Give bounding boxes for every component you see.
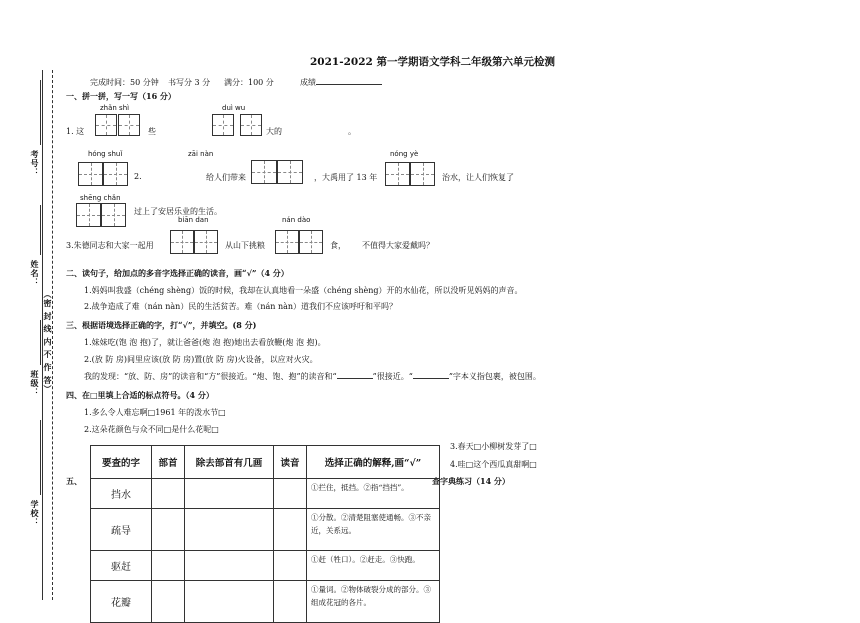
- answer-cell[interactable]: [274, 551, 307, 581]
- pinyin-duiwu: duì wu: [222, 104, 246, 112]
- kaohao-underline: [40, 80, 41, 145]
- col-header: 除去部首有几画: [185, 446, 274, 479]
- tian-box[interactable]: [78, 162, 103, 186]
- seal-text: （密 封 线 内 不 作 答）: [43, 290, 53, 394]
- banji-underline: [40, 320, 41, 365]
- word-cell: 疏导: [91, 509, 152, 551]
- tian-box[interactable]: [76, 203, 101, 227]
- tian-box[interactable]: [118, 114, 140, 136]
- s4-heading: 四、在□里填上合适的标点符号。（4 分）: [66, 390, 214, 400]
- answer-cell[interactable]: [274, 479, 307, 509]
- col-header: 读音: [274, 446, 307, 479]
- explanation-cell[interactable]: ①赶（牲口）。②赶走。③快跑。: [307, 551, 440, 581]
- s1-l4-a: 3.朱德同志和大家一起用: [66, 241, 154, 250]
- tian-box[interactable]: [240, 114, 262, 136]
- s3-line-2: 2.(放 防 房)间里应该(放 防 房)置(放 防 房)火设备，以应对火灾。: [84, 355, 318, 364]
- tian-box[interactable]: [299, 230, 323, 254]
- col-header: 部首: [152, 446, 185, 479]
- table-row: [91, 479, 440, 509]
- answer-cell[interactable]: [152, 479, 185, 509]
- s1-l2-a: 2.: [134, 172, 142, 181]
- s1-l1-b: 些: [148, 127, 156, 136]
- s5-side-title: 查字典练习（14 分）: [432, 476, 510, 486]
- s1-l2-c: ，大禹用了 13 年: [314, 173, 378, 182]
- xuexiao-label: 学校：: [30, 500, 40, 527]
- tian-box[interactable]: [212, 114, 234, 136]
- pinyin-zhanshi: zhǎn shì: [100, 104, 130, 112]
- kaohao-label: 考号：: [30, 150, 40, 177]
- tian-box[interactable]: [170, 230, 194, 254]
- s4-line-3: 3.春天□小柳树发芽了□: [450, 442, 537, 451]
- xuexiao-underline: [40, 420, 41, 495]
- s1-l2-d: 治水，让人们恢复了: [442, 173, 514, 182]
- explanation-cell[interactable]: ①分散。②清楚阻塞使通畅。③不亲近，关系远。: [307, 509, 440, 551]
- tian-box[interactable]: [95, 114, 117, 136]
- pinyin-hongshui: hóng shuǐ: [88, 150, 123, 158]
- s1-l1-d: 。: [348, 127, 356, 136]
- page-title: 2021-2022 第一学期语文学科二年级第六单元检测: [310, 56, 555, 68]
- answer-cell[interactable]: [185, 581, 274, 623]
- pinyin-shengchan: shēng chǎn: [80, 194, 121, 202]
- s1-l3: 过上了安居乐业的生活。: [134, 207, 222, 216]
- s2-line-1: 1.妈妈叫我盛（chéng shèng）饭的时候，我却在认真地看一朵盛（chéng shèng）开的水仙花，所以没听见妈妈的声音。: [84, 286, 523, 295]
- s1-l4-d: 不值得大家爱戴吗？: [362, 241, 434, 250]
- explanation-cell[interactable]: ①拦住，抵挡。②指“挡挡”。: [307, 479, 440, 509]
- dictionary-table: [90, 445, 440, 623]
- s1-l4-c: 食，: [330, 241, 346, 250]
- s3-line-1: 1.妹妹吃(饱 泡 抱)了，就让爸爸(炮 泡 抱)她出去看放鞭(炮 泡 抱)。: [84, 338, 326, 347]
- s4-line-1: 1.多么令人难忘啊□1961 年的泼水节□: [84, 408, 226, 417]
- pinyin-zainan: zāi nàn: [188, 150, 214, 158]
- word-cell: 挡水: [91, 479, 152, 509]
- explanation-cell[interactable]: ①量词。②物体破裂分成的部分。③组成花冠的各片。: [307, 581, 440, 623]
- pinyin-biandan: biān dan: [178, 216, 209, 224]
- col-header: 选择正确的解释,画“√”: [307, 446, 440, 479]
- meta-writing: 书写分 3 分: [168, 78, 211, 87]
- s2-line-2: 2.战争造成了难（nán nàn）民的生活贫苦。难（nán nàn）道我们不应该呼吁和平吗？: [84, 302, 398, 311]
- s5-label: 五、: [66, 476, 82, 486]
- meta-full: 满分：100 分: [224, 78, 274, 87]
- answer-cell[interactable]: [185, 509, 274, 551]
- s4-line-4: 4.哇□这个西瓜真甜啊□: [450, 460, 537, 469]
- table-row: [91, 551, 440, 581]
- answer-cell[interactable]: [274, 581, 307, 623]
- s4-line-2: 2.这朵花颜色与众不同□是什么花呢□: [84, 425, 219, 434]
- answer-cell[interactable]: [152, 551, 185, 581]
- meta-score: 成绩: [300, 77, 382, 88]
- table-header-row: [91, 446, 440, 479]
- tian-box[interactable]: [275, 230, 299, 254]
- s1-l4-b: 从山下挑粮: [225, 241, 265, 250]
- s1-l1-a: 1. 这: [66, 127, 85, 136]
- pinyin-nandao: nán dào: [282, 216, 311, 224]
- word-cell: 驱赶: [91, 551, 152, 581]
- tian-box[interactable]: [103, 162, 128, 186]
- pinyin-nongye: nóng yè: [390, 150, 419, 158]
- tian-box[interactable]: [277, 160, 303, 184]
- tian-box[interactable]: [410, 162, 435, 186]
- s1-heading: 一、拼一拼，写一写（16 分）: [66, 91, 176, 101]
- s1-l1-c: 大的: [266, 127, 282, 136]
- s3-heading: 三、根据语境选择正确的字，打“√”，并填空。(8 分): [66, 320, 257, 330]
- answer-cell[interactable]: [185, 479, 274, 509]
- word-cell: 花瓣: [91, 581, 152, 623]
- s3-line-3: 我的发现：“放、防、房”的读音和“方”很接近。“炮、饱、抱”的读音和“ ”很接近。“ ”字本义指包裹，被包围。: [84, 372, 541, 381]
- col-header: 要查的字: [91, 446, 152, 479]
- tian-box[interactable]: [385, 162, 410, 186]
- meta-time: 完成时间：50 分钟: [90, 78, 159, 87]
- answer-cell[interactable]: [152, 581, 185, 623]
- xingming-label: 姓名：: [30, 260, 40, 287]
- answer-cell[interactable]: [274, 509, 307, 551]
- s2-heading: 二、读句子，给加点的多音字选择正确的读音，画“√”（4 分）: [66, 268, 289, 278]
- tian-box[interactable]: [251, 160, 277, 184]
- answer-cell[interactable]: [152, 509, 185, 551]
- xingming-underline: [40, 205, 41, 255]
- table-row: [91, 509, 440, 551]
- tian-box[interactable]: [194, 230, 218, 254]
- tian-box[interactable]: [101, 203, 126, 227]
- table-row: [91, 581, 440, 623]
- banji-label: 班级：: [30, 370, 40, 397]
- answer-cell[interactable]: [185, 551, 274, 581]
- s1-l2-b: 给人们带来: [206, 173, 246, 182]
